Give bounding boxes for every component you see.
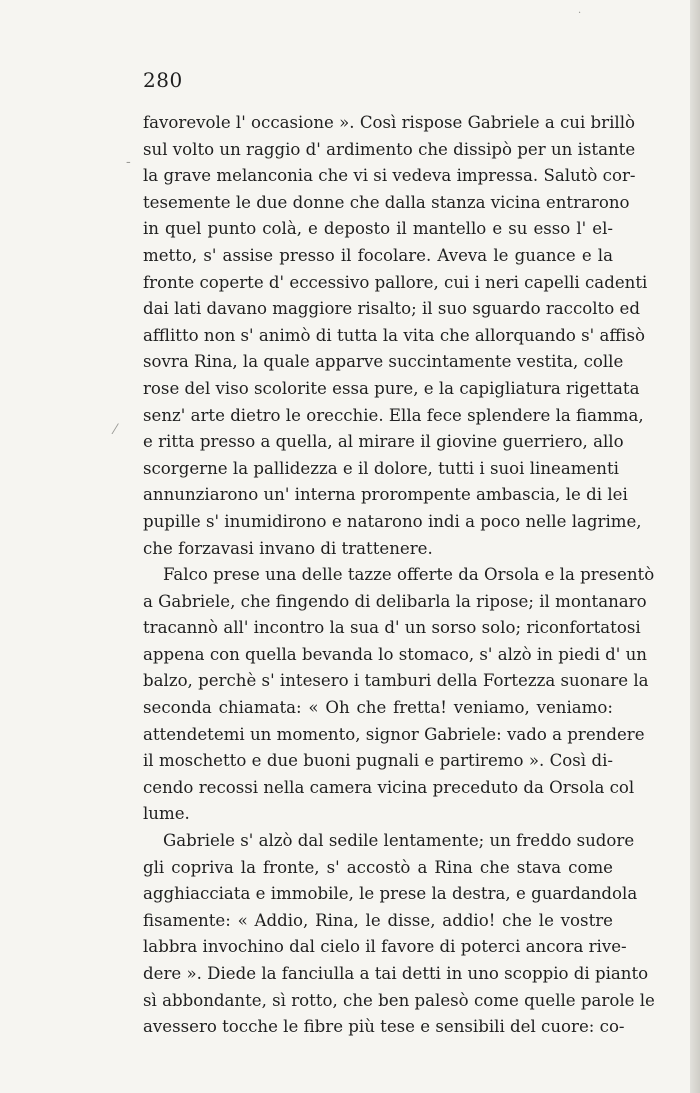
text-line: appena con quella bevanda lo stomaco, s' alzò in piedi d' un (143, 644, 647, 664)
text-line: sì abbondante, sì rotto, che ben palesò come quelle parole le (143, 990, 655, 1010)
text-line: gli copriva la fronte, s' accostò a Rina che stava come (143, 857, 613, 877)
text-line: senz' arte dietro le orecchie. Ella fece splendere la fiamma, (143, 405, 644, 425)
text-line: favorevole l' occasione ». Così rispose Gabriele a cui brillò (143, 113, 636, 132)
paper-speck: · (578, 8, 582, 19)
text-line: pupille s' inumidirono e natarono indi a poco nelle lagrime, (143, 511, 642, 531)
text-line: scorgerne la pallidezza e il dolore, tutti i suoi lineamenti (143, 458, 619, 478)
text-line: fisamente: « Addio, Rina, le disse, addio! che le vostre (143, 910, 613, 930)
text-line: labbra invochino dal cielo il favore di poterci ancora rive- (143, 937, 627, 957)
text-line: sul volto un raggio d' ardimento che dissipò per un istante (143, 139, 636, 159)
text-line: la grave melanconia che vi si vedeva impressa. Salutò cor- (143, 166, 636, 186)
text-line: sovra Rina, la quale apparve succintamente vestita, colle (143, 352, 624, 372)
margin-pencil-mark: ⁄ (114, 422, 117, 438)
text-line: agghiacciata e immobile, le prese la destra, e guardandola (143, 884, 638, 904)
text-line: rose del viso scolorite essa pure, e la capigliatura rigettata (143, 378, 640, 398)
text-line: il moschetto e due buoni pugnali e partiremo ». Così di- (143, 751, 613, 771)
text-line: dai lati davano maggiore risalto; il suo sguardo raccolto ed (143, 299, 640, 319)
text-line: avessero tocche le fibre più tese e sensibili del cuore: co- (143, 1017, 625, 1037)
page-edge-shadow (690, 0, 700, 1093)
text-line: attendetemi un momento, signor Gabriele: vado a prendere (143, 724, 645, 744)
text-line: seconda chiamata: « Oh che fretta! veniamo, veniamo: (143, 698, 613, 718)
text-line: dere ». Diede la fanciulla a tai detti in uno scoppio di pianto (143, 964, 649, 983)
text-line: Gabriele s' alzò dal sedile lentamente; un freddo sudore (163, 831, 635, 851)
text-line: metto, s' assise presso il focolare. Aveva le guance e la (143, 245, 613, 265)
text-line: tracannò all' incontro la sua d' un sorso solo; riconfortatosi (143, 618, 641, 638)
body-text (143, 110, 655, 1041)
text-line: in quel punto colà, e deposto il mantello e su esso l' el- (143, 219, 613, 239)
text-line: che forzavasi invano di trattenere. (143, 538, 433, 558)
text-line: lume. (143, 804, 190, 824)
text-line: balzo, perchè s' intesero i tamburi della Fortezza suonare la (143, 671, 649, 691)
text-line: Falco prese una delle tazze offerte da Orsola e la presentò (163, 565, 655, 585)
text-line: tesemente le due donne che dalla stanza vicina entrarono (143, 192, 630, 212)
text-line: annunziarono un' interna prorompente ambascia, le di lei (143, 485, 628, 505)
margin-pencil-mark: - (126, 154, 131, 170)
page-number: 280 (143, 68, 183, 92)
text-line: e ritta presso a quella, al mirare il giovine guerriero, allo (143, 432, 624, 452)
text-line: afflitto non s' animò di tutta la vita che allorquando s' affisò (143, 325, 645, 345)
text-line: a Gabriele, che fingendo di delibarla la ripose; il montanaro (143, 591, 647, 611)
text-line: fronte coperte d' eccessivo pallore, cui i neri capelli cadenti (143, 272, 648, 292)
text-line: cendo recossi nella camera vicina preceduto da Orsola col (143, 777, 635, 797)
